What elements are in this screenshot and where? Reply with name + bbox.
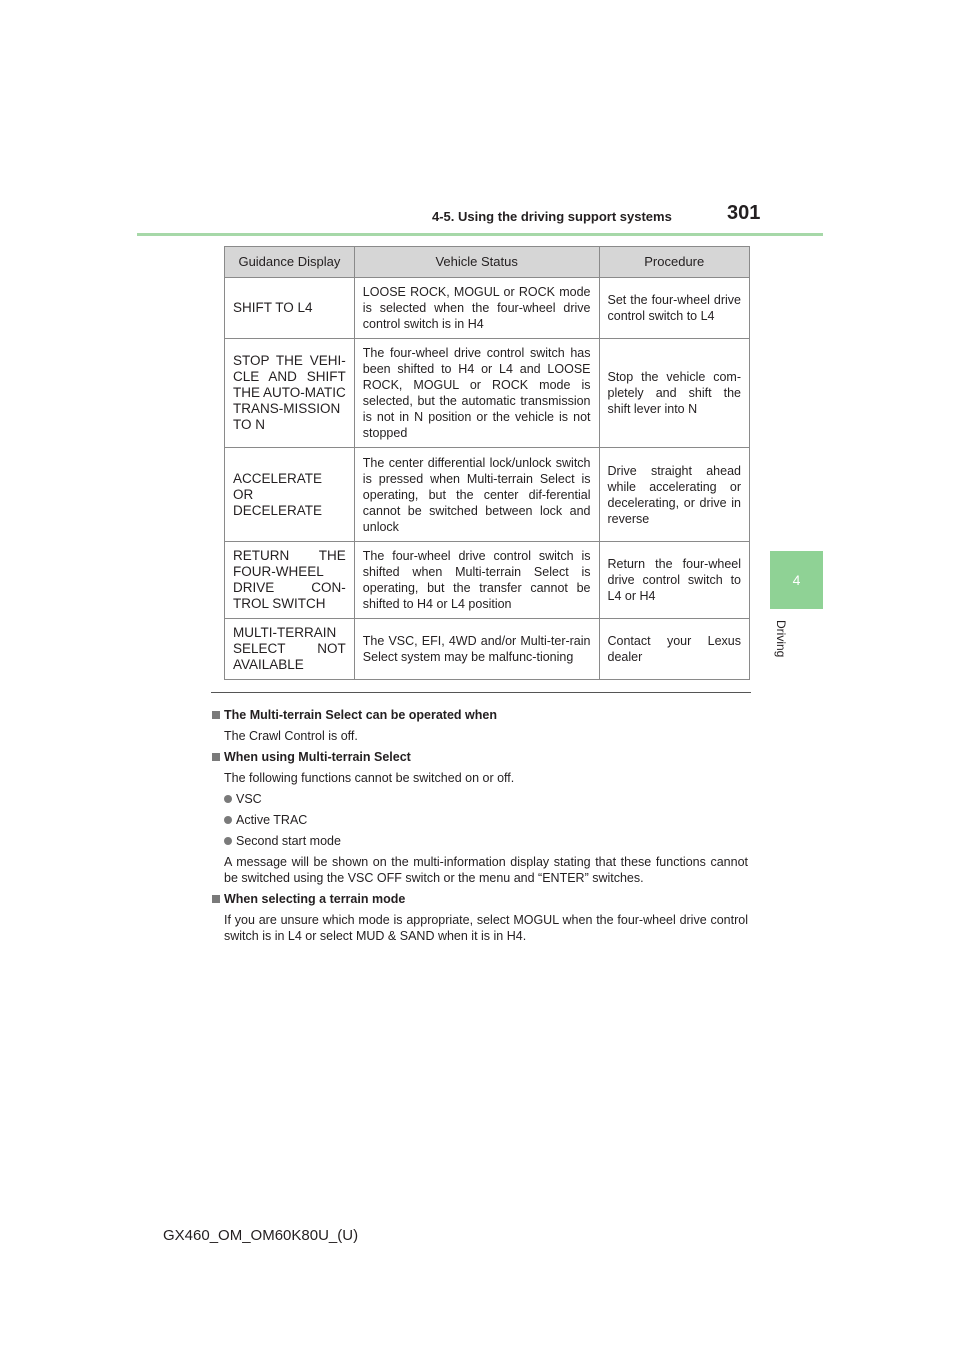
- note-text: The Crawl Control is off.: [224, 729, 358, 743]
- table-row: [225, 619, 750, 680]
- procedure-cell: Return the four-wheel drive control switch to L4 or H4: [599, 542, 750, 619]
- guidance-table: [224, 246, 750, 680]
- table-header-row: [225, 247, 750, 278]
- vehicle-status-cell: The four-wheel drive control switch has been shifted to H4 or L4 and LOOSE ROCK, MOGUL or ROCK mode is selected, but the automatic transmission is not in N position or the vehicle is not stopped: [354, 339, 599, 448]
- notes-section: [212, 702, 748, 944]
- section-title: 4-5. Using the driving support systems: [432, 209, 672, 224]
- circle-bullet-icon: [224, 837, 232, 845]
- square-bullet-icon: [212, 895, 220, 903]
- square-bullet-icon: [212, 753, 220, 761]
- procedure-cell: Contact your Lexus dealer: [599, 619, 750, 680]
- note-text: A message will be shown on the multi-information display stating that these functions cannot be switched using the VSC OFF switch or the menu and “ENTER” switches.: [224, 855, 748, 885]
- note-text: The following functions cannot be switched on or off.: [224, 771, 515, 785]
- note-heading: When using Multi-terrain Select: [212, 749, 748, 765]
- table-row: [225, 448, 750, 542]
- document-code: GX460_OM_OM60K80U_(U): [163, 1227, 359, 1244]
- column-header: Procedure: [599, 247, 750, 278]
- table-row: [225, 542, 750, 619]
- note-heading: When selecting a terrain mode: [212, 891, 748, 907]
- vehicle-status-cell: The four-wheel drive control switch is shifted when Multi-terrain Select is operating, but the transfer cannot be shifted to H4 or L4 position: [354, 542, 599, 619]
- procedure-cell: Stop the vehicle com-pletely and shift the shift lever into N: [599, 339, 750, 448]
- chapter-tab[interactable]: 4: [770, 551, 823, 609]
- list-item: Active TRAC: [224, 812, 748, 828]
- guidance-display-cell: STOP THE VEHI-CLE AND SHIFT THE AUTO-MATIC TRANS-MISSION TO N: [225, 339, 355, 448]
- guidance-display-cell: MULTI-TERRAIN SELECT NOT AVAILABLE: [225, 619, 355, 680]
- list-item: VSC: [224, 791, 748, 807]
- vehicle-status-cell: LOOSE ROCK, MOGUL or ROCK mode is selected when the four-wheel drive control switch is in H4: [354, 278, 599, 339]
- page-number: 301: [727, 202, 761, 224]
- guidance-display-cell: ACCELERATE OR DECELERATE: [225, 448, 355, 542]
- circle-bullet-icon: [224, 816, 232, 824]
- chapter-label: Driving: [774, 620, 788, 658]
- column-header: Vehicle Status: [354, 247, 599, 278]
- procedure-cell: Drive straight ahead while accelerating or decelerating, or drive in reverse: [599, 448, 750, 542]
- table-row: [225, 278, 750, 339]
- vehicle-status-cell: The VSC, EFI, 4WD and/or Multi-ter-rain Select system may be malfunc-tioning: [354, 619, 599, 680]
- table-row: [225, 339, 750, 448]
- procedure-cell: Set the four-wheel drive control switch to L4: [599, 278, 750, 339]
- header-rule: [137, 233, 823, 236]
- note-heading: The Multi-terrain Select can be operated when: [212, 707, 748, 723]
- column-header: Guidance Display: [225, 247, 355, 278]
- guidance-display-cell: SHIFT TO L4: [225, 278, 355, 339]
- notes-divider: [211, 692, 751, 693]
- note-text: If you are unsure which mode is appropriate, select MOGUL when the four-wheel drive control switch is in L4 or select MUD & SAND when it is in H4.: [224, 913, 748, 943]
- list-item: Second start mode: [224, 833, 748, 849]
- circle-bullet-icon: [224, 795, 232, 803]
- vehicle-status-cell: The center differential lock/unlock switch is pressed when Multi-terrain Select is operating, but the center dif-ferential cannot be switched between lock and unlock: [354, 448, 599, 542]
- guidance-display-cell: RETURN THE FOUR-WHEEL DRIVE CON-TROL SWITCH: [225, 542, 355, 619]
- square-bullet-icon: [212, 711, 220, 719]
